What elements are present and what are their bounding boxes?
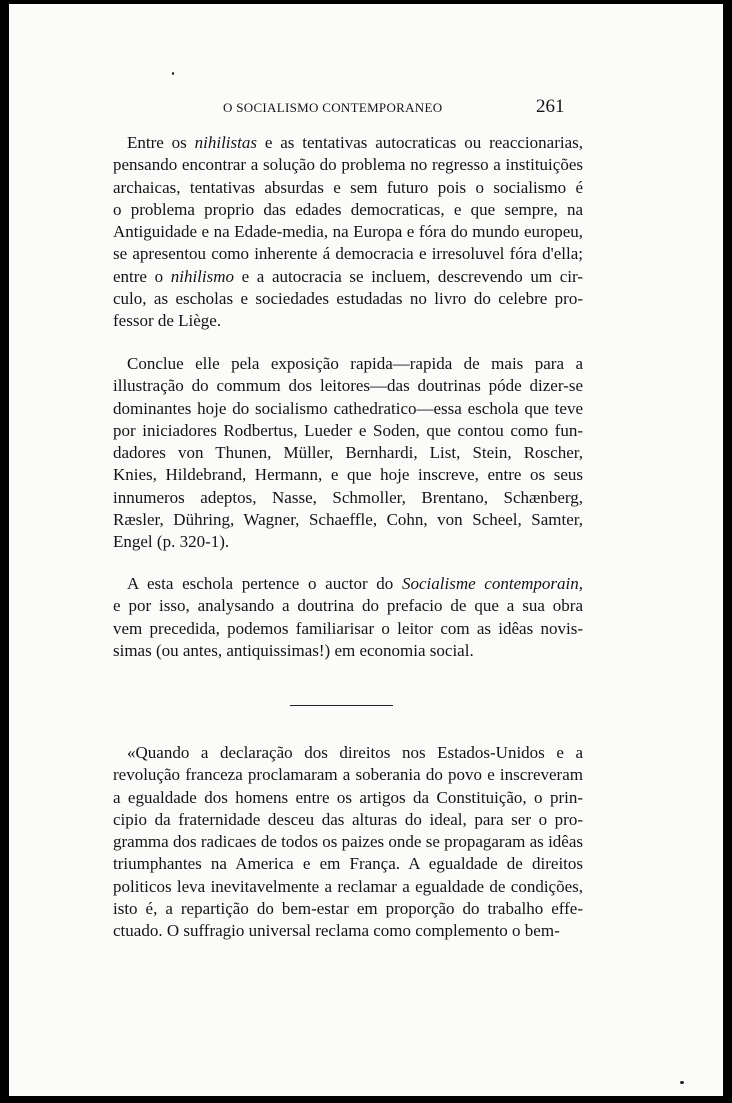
text-line <box>113 809 583 831</box>
text-run: Entre os <box>127 133 195 152</box>
text-run: dominantes hoje do socialismo cathedratico—essa eschola que teve <box>113 398 583 418</box>
text-run: archaicas, tentativas absurdas e sem futuro pois o socialismo é <box>113 177 583 197</box>
text-run: nihilismo <box>170 266 235 286</box>
text-line <box>113 221 583 243</box>
text-line <box>113 742 583 764</box>
text-line <box>113 618 583 640</box>
text-run: politicos leva inevitavelmente a reclamar a egualdade de condições, <box>113 876 583 896</box>
paragraph-conclue <box>113 353 583 554</box>
text-line <box>113 375 583 397</box>
text-run: entre o <box>113 266 171 286</box>
text-line <box>113 920 583 942</box>
text-line <box>113 764 583 786</box>
text-run: o problema proprio das edades democraticas, e que sempre, na <box>113 199 583 219</box>
text-line <box>113 310 583 332</box>
page-number: 261 <box>536 96 565 117</box>
paragraph-nihilistas <box>113 132 583 333</box>
text-run: Engel (p. 320-1). <box>113 532 230 552</box>
text-line <box>113 353 583 375</box>
text-run: pensando encontrar a solução do problema no regresso a instituições <box>113 155 583 175</box>
text-run: ctuado. O suffragio universal reclama como complemento o bem- <box>113 921 560 941</box>
text-run: por iniciadores Rodbertus, Lueder e Soden, que contou como fun- <box>113 420 583 440</box>
text-run: Knies, Hildebrand, Hermann, e que hoje inscreve, entre os seus <box>113 465 583 485</box>
text-run: se apresentou como inherente á democracia e irresoluvel fóra d'ella; <box>113 244 583 264</box>
text-run: e as tentativas autocraticas ou reaccionarias, <box>256 133 583 152</box>
paper-speck <box>172 72 174 75</box>
text-run: revolução franceza proclamaram a soberania do povo e inscreveram <box>113 765 583 785</box>
paragraph-esta-eschola <box>113 573 583 662</box>
text-run: A esta eschola pertence o auctor do <box>127 574 402 593</box>
text-run: e a autocracia se incluem, descrevendo um cir- <box>234 266 583 286</box>
text-run: vem precedida, podemos familiarisar o leitor com as idêas novis- <box>113 618 583 638</box>
paragraph-quotation <box>113 742 583 943</box>
text-run: culo, as escholas e sociedades estudadas no livro do celebre pro- <box>113 289 583 309</box>
paper-speck <box>680 1081 684 1084</box>
text-run: fessor de Liège. <box>113 311 222 331</box>
text-line <box>113 898 583 920</box>
text-line <box>113 132 583 154</box>
text-run: a egualdade dos homens entre os artigos da Constituição, o prin- <box>113 787 583 807</box>
text-run: dadores von Thunen, Müller, Bernhardi, List, Stein, Roscher, <box>113 443 583 463</box>
text-run: e por isso, analysando a doutrina do prefacio de que a sua obra <box>113 596 583 616</box>
text-line <box>113 442 583 464</box>
book-page <box>9 4 723 1096</box>
text-line <box>113 640 583 662</box>
text-line <box>113 595 583 617</box>
text-line <box>113 573 583 595</box>
text-line <box>113 420 583 442</box>
text-line <box>113 487 583 509</box>
text-line <box>113 831 583 853</box>
text-run: Socialisme contemporain, <box>401 574 583 593</box>
text-run: isto é, a repartição do bem-estar em proporção do trabalho effe- <box>113 899 583 919</box>
text-run: illustração do commum dos leitores—das doutrinas póde dizer-se <box>113 376 583 396</box>
text-line <box>113 876 583 898</box>
text-run: Conclue elle pela exposição rapida—rapida de mais para a <box>127 354 583 373</box>
text-run: Antiguidade e na Edade-media, na Europa e fóra do mundo europeu, <box>113 222 583 242</box>
text-line <box>113 199 583 221</box>
text-line <box>113 398 583 420</box>
text-run: nihilistas <box>194 133 257 152</box>
text-line <box>113 531 583 553</box>
text-line <box>113 853 583 875</box>
text-run: cipio da fraternidade desceu das alturas do ideal, para ser o pro- <box>113 809 583 829</box>
text-run: «Quando a declaração dos direitos nos Estados-Unidos e a <box>127 743 583 762</box>
text-line <box>113 177 583 199</box>
text-line <box>113 266 583 288</box>
text-line <box>113 509 583 531</box>
text-run: triumphantes na America e em França. A egualdade de direitos <box>113 854 583 874</box>
section-divider-rule <box>290 705 393 706</box>
running-title: O SOCIALISMO CONTEMPORANEO <box>223 100 443 115</box>
text-line <box>113 243 583 265</box>
text-line <box>113 154 583 176</box>
text-run: gramma dos radicaes de todos os paizes onde se propagaram as idêas <box>113 832 583 852</box>
text-line <box>113 464 583 486</box>
text-run: innumeros adeptos, Nasse, Schmoller, Brentano, Schænberg, <box>113 487 583 507</box>
text-run: Ræsler, Dühring, Wagner, Schaeffle, Cohn, von Scheel, Samter, <box>113 510 583 530</box>
text-line <box>113 787 583 809</box>
text-line <box>113 288 583 310</box>
text-run: simas (ou antes, antiquissimas!) em economia social. <box>113 640 474 660</box>
